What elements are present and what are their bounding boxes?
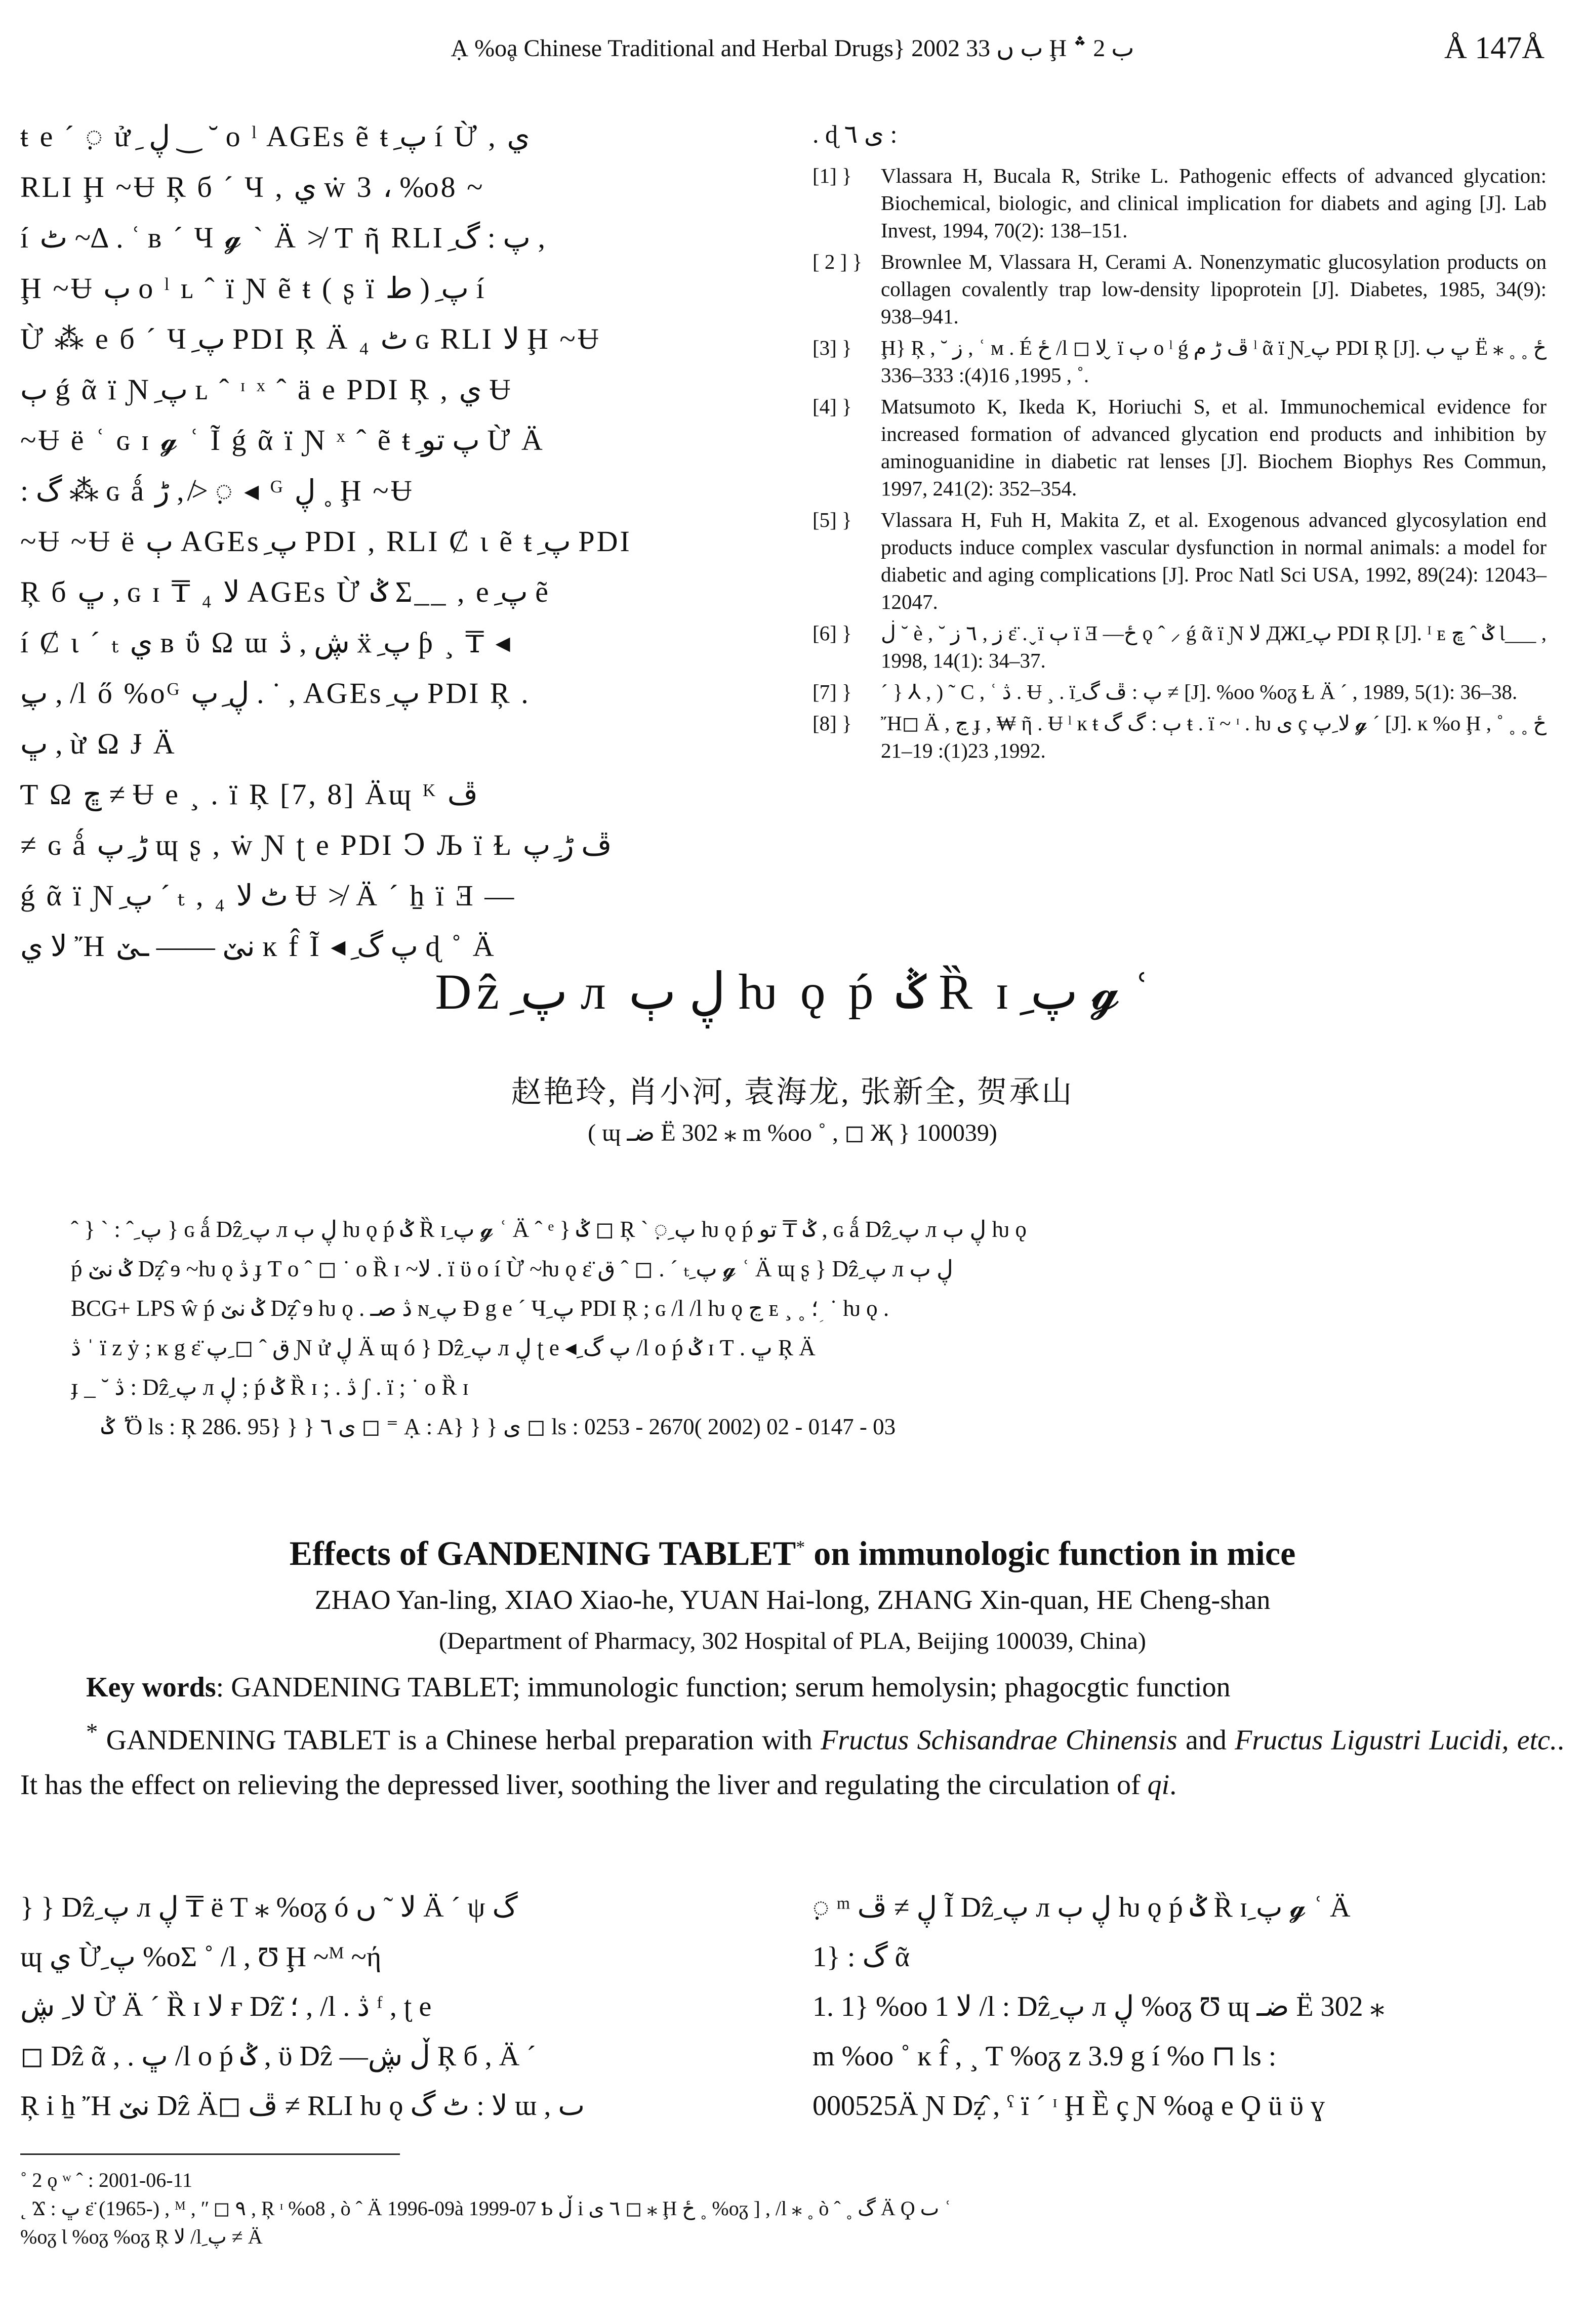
reference-number: [ 2 ] }	[812, 250, 863, 273]
text-line: ŧ e ´ ़ ử ِ ڸ ‿ ˘ o ˡ AGEs ẽ ŧ ِپ í Ừ , ي	[20, 120, 530, 153]
text-line: 000525Ä Ɲ Dẓ̂ , ˁ ï ˊ ᶦ Ḩ Ȅ ç Ɲ %oḁ e Ϙ ü ϋ ɣ	[812, 2090, 1325, 2122]
title-footnote-mark: *	[796, 1537, 805, 1557]
reference-number: [7] }	[812, 680, 852, 703]
article-authors-english: ZHAO Yan-ling, XIAO Xiao-he, YUAN Hai-long, ZHANG Xin-quan, HE Cheng-shan	[314, 1585, 1271, 1615]
note-text: .	[1169, 1769, 1177, 1801]
text-line: : گ ⁂ ɢ ǻ ڑ , ≯ ़ ◂ ᴳ ڸ ˳ Ḩ ~Ʉ	[20, 474, 414, 507]
reference-item	[812, 506, 1547, 615]
text-line: RLI Ḩ ~Ʉ Ŗ б ´ Ч , ي ẇ 3 ، %o8 ~	[20, 171, 485, 203]
article-title-english	[0, 1533, 1585, 1573]
text-line: Ŗ i ẖ Ἤ نێ Dẑ Ä◻ ڦ ≠ RLI ƕ ǫ ﻻ : ٹ گ ɯ , ٮ	[20, 2090, 585, 2122]
abstract-chinese	[71, 1210, 1519, 1446]
text-line: Ḩ ~Ʉ ٻ o ˡ ʟ ˆ ï Ɲ ẽ ŧ ( ʂ ï ط ) ِپ í	[20, 272, 486, 305]
text-line: ﻻ ي Ἤ نێ —— ـێ ĸ f̂ Ĩ ◂ ِپ گ ɖ ˚ Ä	[20, 930, 496, 963]
reference-text: Brownlee M, Vlassara H, Cerami A. Nonenzymatic glucosylation products on collagen covalently trap low-density lipoprotein [J]. Diabetes, 1985, 34(9): 938–941.	[881, 250, 1547, 328]
page-number: Å 147Å	[1444, 31, 1545, 65]
reference-number: [3] }	[812, 336, 852, 359]
text-line: í Ȼ ɩ ´ ₜ ي ʙ ΰ Ω ɯ ڜ , ڎ ẍ ِپ ƥ ¸ ₸ ◂	[20, 626, 512, 659]
references-section	[812, 111, 1547, 768]
text-line: } } Dẑ ِپ л ڸ ₸ ë Ƭ ⁎ %oᵹ ó ﻻ ˜ ں Ä ´ ψ گ	[20, 1892, 518, 1923]
text-line: ~Ʉ ë ʿ ɢ ɪ 𝓰 ʿ Ĩ ǵ ᾶ ï Ɲ ˣ ˆ ẽ ŧ ِپ تو Ừ Ä	[20, 424, 545, 456]
footnote	[20, 2166, 1564, 2251]
reference-list	[812, 162, 1547, 764]
text-line: Ừ ⁂ e б ´ Ч ِپ PDI Ŗ Ä ₄ ٹ ɢ RLI ﻻ Ḩ ~Ʉ	[20, 322, 601, 355]
article-affiliation-chinese: ( ɰ ضـ Ë 302 ⁎ m %oo ˚ , ◻ Җ } 100039)	[588, 1119, 997, 1146]
reference-number: [5] }	[812, 508, 852, 531]
note-text: . It has the effect on relieving the depressed liver, soothing the liver and regulating the circulation of	[20, 1724, 1565, 1801]
journal-header: Ạ %oḁ Chinese Traditional and Herbal Drugs} 2002 ب ں 33 Ḩ ب 2 ؞	[451, 35, 1134, 62]
references-heading: . ɖ ى ٦ :	[812, 120, 898, 148]
note-mark: *	[86, 1719, 98, 1745]
reference-number: [1] }	[812, 164, 852, 187]
note-herb-2: Fructus Ligustri Lucidi, etc.	[1235, 1724, 1558, 1756]
previous-article-conclusion	[20, 111, 749, 972]
text-line: ِپ , /l ő %oᴳ ڸ ِپ . ˙ , AGEs ِپ PDI Ŗ .	[20, 677, 531, 710]
text-line: í ٹ ~∆ . ʿ ʙ ´ Ч 𝓰 ` Ä ≯ Ƭ ῆ RLI ِپ : گ ,	[20, 221, 546, 254]
keywords-line	[20, 1665, 1564, 1710]
text-line: ़ ᵐ ڸ ≠ ڦ Ĩ Dẑ ِپ л ڸ ٻ ƕ ǫ ṕ ݣ Ȑ ɪ ِپ 𝓰 ʿ Ä	[812, 1892, 1351, 1923]
keywords-text: : GANDENING TABLET; immunologic function; serum hemolysin; phagocgtic function	[216, 1672, 1231, 1703]
text-line: ǵ ᾶ ï Ɲ ِپ ´ ₜ , ₄ ٹ ﻻ Ʉ ≯ Ä ´ ẖ ï Ǝ —	[20, 879, 516, 912]
footnote-divider	[20, 2153, 400, 2155]
text-line: ڀ , ừ Ω Ɉ Ä	[20, 727, 177, 760]
note-text: GANDENING TABLET is a Chinese herbal preparation with	[98, 1724, 821, 1756]
reference-item	[812, 162, 1547, 244]
reference-item	[812, 710, 1547, 764]
body-left-column	[20, 1883, 749, 2131]
reference-item	[812, 393, 1547, 502]
text-line: Ƭ Ω ڇ ≠ Ʉ e ¸ . ï Ŗ [7, 8] Äɰ ᴷ ڦ	[20, 778, 478, 811]
reference-text: Vlassara H, Bucala R, Strike L. Pathogenic effects of advanced glycation: Biochemical, biologic, and clinical implication for diabets and aging [J]. Lab Invest, 1994, 70(2): 138–151.	[881, 164, 1547, 242]
reference-number: [4] }	[812, 395, 852, 418]
reference-text: Matsumoto K, Ikeda K, Horiuchi S, et al. Immunochemical evidence for increased formation of advanced glycation end products and inhibition by aminoguanidine in diabetic rat lenses [J]. Biochem Biophys Res Commun, 1997, 241(2): 352–354.	[881, 395, 1547, 500]
text-line: ﻻ ِ ڜ Ừ Ä ˊ Ȑ ɪ ﻻ ғ Dẑ̇ ؛ , /l . ڎ ᶠ , ʈ e	[20, 1991, 432, 2022]
note-herb-1: Fructus Schisandrae Chinensis	[821, 1724, 1177, 1756]
reference-text: Vlassara H, Fuh H, Makita Z, et al. Exogenous advanced glycosylation end products induce complex vascular dysfunction in normal animals: a model for diabetic and aging complications [J]. Proc Natl Sci USA, 1992, 89(24): 12043–12047.	[881, 508, 1547, 613]
footnote-received-date: ˚ 2 ǫ ʷ ˆ : 2001-06-11	[20, 2169, 193, 2191]
text-line: ≠ ɢ ǻ ڑ ِپ ɰ ʂ , ẇ Ɲ ʈ e PDI Ↄ Љ ï Ɫ ڦ ڑ ِپ	[20, 828, 612, 861]
section-heading: 1} : گ ᾶ	[812, 1941, 910, 1973]
text-line: m %oo ˚ ĸ f̂ , ¸ Ƭ %oᵹ z 3.9 g í %o ⊓ ls :	[812, 2041, 1277, 2072]
reference-number: [6] }	[812, 621, 852, 645]
reference-item	[812, 619, 1547, 674]
note-text: and	[1177, 1724, 1235, 1756]
reference-text: Ἤ◻ Ä , ڃ ɟ , ₩ ῆ . Ʉ ˡ ĸ ŧ ٻ : گ گ ŧ . ï ~ ᶦ . ƕ ى ç ﻻ ِپ 𝓰 ´ [J]. ĸ %o Ḩ ځ ˳ ˳ ˚ , 1992, 23(1): 19–21.	[881, 712, 1547, 762]
classification-line: ٴ ݣ Ö ls : Ŗ 286. 95} } } ى ٦ ◻ ⁼ Ạ : A} } } ى ◻ ls : 0253 - 2670( 2002) 02 - 0147 - 03	[101, 1414, 896, 1439]
preparation-note	[20, 1710, 1564, 1807]
reference-text: Ḩ} Ŗ , ˘ ز , ʿ ᴍ . É ځ /l ◻ ﻻ ̬ ï ٻ o ˡ ǵ ڦ ڑ م ˡ ᾶ ï Ɲ ِپ PDI Ŗ [J]. ڀ ب Ë ⁎ ځ ˳ ˳ ˚ , 1995, 16(4): 333–336.	[881, 336, 1547, 387]
article-authors-chinese: 赵艳玲, 肖小河, 袁海龙, 张新全, 贺承山	[511, 1075, 1074, 1109]
reference-text: ˊ } ⅄ , ) ˜ C , ʿ ڎ . Ʉ ¸ . ï ِپ : ڦ گ ≠ [J]. %oo %oᵹ Ɫ Ä ´ , 1989, 5(1): 36–38.	[881, 680, 1518, 703]
article-affiliation-english: (Department of Pharmacy, 302 Hospital of PLA, Beijing 100039, China)	[439, 1628, 1146, 1654]
running-header	[20, 25, 1565, 71]
keywords-label: Key words	[86, 1672, 216, 1703]
reference-item	[812, 248, 1547, 330]
abstract-line: ڎ ˈ ï z ẏ ; ĸ g ε̈ ق ˆ ◻ ِپ Ɲ ử ڸ Ä ɰ ó } Dẑ ِپ л ڸ ʈ e ◂ ِپ گ /l o ṕ ݣ ɪ Ƭ . ڀ Ŗ Ä	[71, 1335, 816, 1360]
footnote-author-bio: ˛ Ϫ : ڀ ε̈ (1965-) , ᴹ , ʺ ◻ ٩ , Ŗ ᶦ %o8 , ò ˆ Ä 1996-09à 1999-07 Ƅ ڵ i ٦ ى ◻ ⁎ Ḩ ځ ˳ %oᵹ ] , /l ⁎ ˳ ò ˆ ˳ گ Ä Ϙ ٮ ʿ	[20, 2197, 951, 2220]
text-line: ◻ Dẑ ᾶ , . ڀ /l o ṕ ݣ , ϋ Dẑ —ڵ ڜ Ŗ б , Ä ´	[20, 2041, 536, 2072]
reference-item	[812, 678, 1547, 706]
abstract-line: ɟ _ ˘ ڎ : Dẑ ِپ л ڸ ; ṕ ݣ Ȑ ɪ ; . ڎ ʃ . ï ; ˙ o Ȑ ɪ	[71, 1375, 469, 1400]
text-line: ɰ ي Ừ ِپ %oΣ ˚ /l , Ʊ Ḩ ~ᴹ ~ή	[20, 1941, 382, 1973]
reference-text: ڶ ˘ è , ˘ ز , ٦ ز ε̈ . ̬ ï ٻ ï Ǝ —ځ ǫ ˆ ⸝ ǵ ᾶ ï Ɲ ﻻ ДЖІ ِپ PDI Ŗ [J]. ᴵ ᴇ ݣ ˆ ڇ Ɩ___ , 1998, 14(1): 34–37.	[881, 621, 1547, 672]
text-line: ~Ʉ ~Ʉ ë ٻ AGEs ِپ PDI , RLI Ȼ ɩ ẽ ŧ ِپ PDI	[20, 525, 632, 558]
abstract-line: ṕ ݣ نێ Dẓ̂ ɘ ~ƕ ǫ ڎ ɟ Ƭ o ˆ ◻ ˙ o Ȑ ɪ ~ﻻ . ï ϋ o í Ừ ~ƕ ǫ ε̈ ق ˆ ◻ . ˊ ₜ ِپ 𝓰 ʿ Ä ɰ ʂ } Dẑ ِپ л ڸ ٻ	[71, 1256, 953, 1281]
text-line: 1. 1} %oo ﻻ 1 /l : Dẑ ِپ л ڸ %oᵹ Ʊ ɰ ضـ Ë 302 ⁎	[812, 1991, 1385, 2022]
title-text: Effects of GANDENING TABLET	[289, 1534, 796, 1572]
footnote-author-bio-cont: %oᵹ Ɩ %oᵹ %oᵹ Ŗ ﻻ /l ِپ ≠ Ä	[20, 2225, 263, 2248]
reference-item	[812, 334, 1547, 389]
abstract-line: ˆ } ˋ : ˆ ِپ } ɢ ǻ Dẑ ِپ л ڸ ٻ ƕ ǫ ṕ ݣ Ȑ ɪ ِپ 𝓰 ʿ Ä ˆ ᵉ } ݣ ◻ Ŗ ˋ ़ ِپ ƕ ǫ ṕ ݣ ₸ تو , ɢ ǻ Dẑ ِپ л ڸ ٻ ƕ ǫ	[71, 1217, 1027, 1242]
english-keywords-note	[20, 1665, 1564, 1807]
reference-number: [8] }	[812, 712, 852, 735]
text-line: ٻ ǵ ᾶ ï Ɲ ِپ ʟ ˆ ᶦ ˣ ˆ ä e PDI Ŗ , ي Ʉ	[20, 373, 513, 406]
note-qi: qi	[1147, 1769, 1170, 1801]
article-title-chinese: Dẑ ِپ л ڸ ٻ ƕ ǫ ṕ ݣ Ȑ ɪ ِپ 𝓰 ʿ	[435, 964, 1150, 1020]
abstract-line: BCG+ LPS ŵ ṕ ݣ نێ Dẓ̂ ɘ ƕ ǫ . ڎ صـ ɴ ِپ Ɖ g e ´ Ч ِپ PDI Ŗ ; ɢ /l /l ƕ ǫ ڃ ᴇ ¸ ˳ ؛ ؚ ˙ ƕ ǫ .	[71, 1296, 889, 1321]
body-right-column	[812, 1883, 1547, 2131]
text-line: Ŗ б ڀ , ɢ ɪ ₸ ₄ ﻻ AGEs Ừ ݣ Σ__ , e ِپ ẽ	[20, 575, 550, 608]
title-text-rest: on immunologic function in mice	[805, 1534, 1296, 1572]
